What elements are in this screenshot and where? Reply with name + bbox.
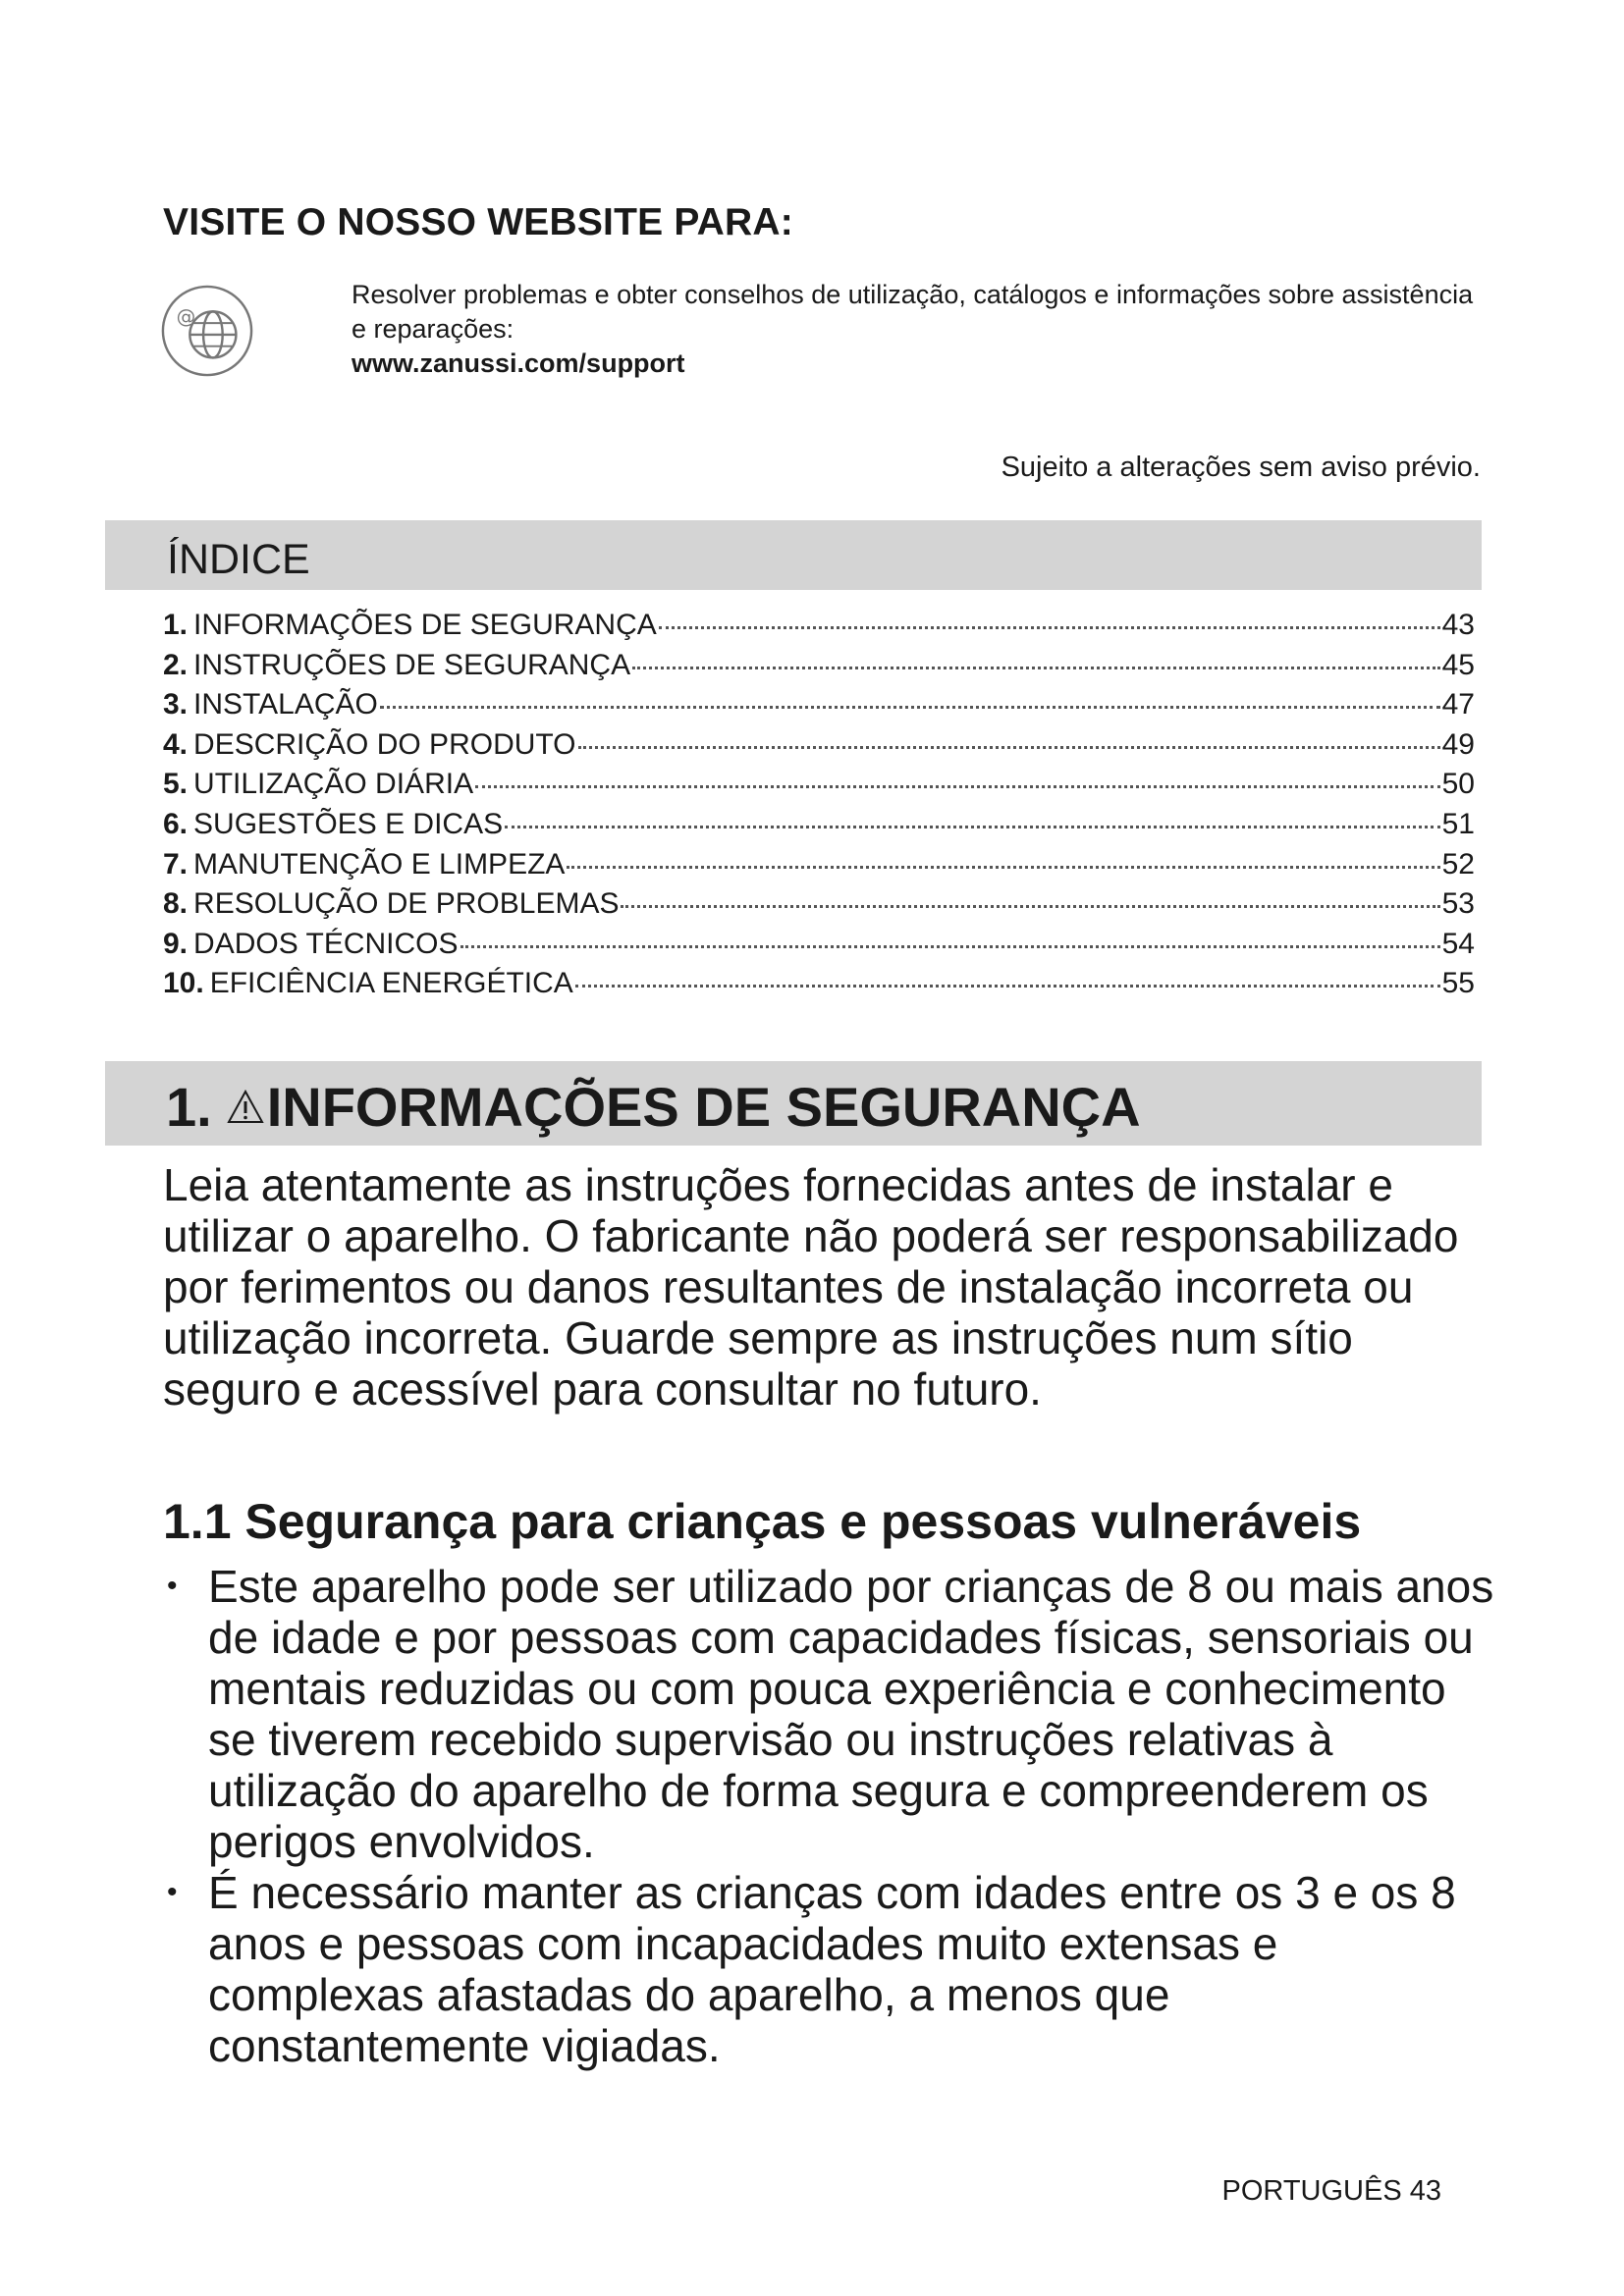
toc-leader — [621, 905, 1439, 908]
toc-label: EFICIÊNCIA ENERGÉTICA — [209, 967, 573, 1000]
support-description: Resolver problemas e obter conselhos de utilização, catálogos e informações sobre assistência e reparações: — [352, 280, 1474, 344]
toc-page: 50 — [1441, 768, 1475, 801]
toc-leader — [567, 866, 1439, 869]
toc-item[interactable] — [163, 649, 1475, 689]
toc-page: 47 — [1441, 688, 1475, 721]
toc-page: 54 — [1441, 927, 1475, 960]
toc-leader — [475, 785, 1440, 788]
toc-leader — [575, 985, 1440, 988]
svg-text:@: @ — [176, 305, 196, 329]
toc-item[interactable] — [163, 808, 1475, 848]
toc-number: 9. — [163, 927, 189, 960]
toc-number: 8. — [163, 887, 189, 921]
toc-item[interactable] — [163, 967, 1475, 1007]
visit-website-heading: VISITE O NOSSO WEBSITE PARA: — [163, 201, 793, 243]
section-1-number: 1. — [166, 1076, 212, 1138]
toc-number: 2. — [163, 648, 189, 681]
toc-page: 53 — [1441, 887, 1475, 921]
bullet-text: Este aparelho pode ser utilizado por crianças de 8 ou mais anos de idade e por pessoas com capacidades físicas, sensoriais ou mentais reduzidas ou com pouca experiência e conhecimento se tiverem recebido supervisão ou instruções relativas à utilização do aparelho de forma segura e compreenderem os perigos envolvidos. — [208, 1561, 1494, 1867]
toc-label: DADOS TÉCNICOS — [193, 927, 459, 960]
toc-item[interactable] — [163, 609, 1475, 649]
toc-item[interactable] — [163, 928, 1475, 968]
page-footer: PORTUGUÊS 43 — [1221, 2175, 1441, 2207]
toc-item[interactable] — [163, 728, 1475, 769]
toc-label: MANUTENÇÃO E LIMPEZA — [193, 847, 566, 881]
toc-leader — [659, 626, 1440, 629]
toc-number: 1. — [163, 609, 189, 641]
web-globe-icon — [159, 283, 255, 379]
toc-page: 52 — [1441, 847, 1475, 881]
section-1-intro: Leia atentamente as instruções fornecidas antes de instalar e utilizar o aparelho. O fabricante não poderá ser responsabilizado por ferimentos ou danos resultantes de instalação incorreta ou utilização incorreta. Guarde sempre as instruções num sítio seguro e acessível para consultar no futuro. — [163, 1159, 1459, 1415]
toc-label: INSTALAÇÃO — [193, 688, 378, 721]
index-title: ÍNDICE — [167, 536, 310, 583]
toc-page: 51 — [1441, 807, 1475, 840]
toc-item[interactable] — [163, 768, 1475, 808]
toc-number: 4. — [163, 727, 189, 761]
toc-number: 5. — [163, 768, 189, 801]
section-1-header-band — [105, 1061, 1482, 1146]
table-of-contents — [163, 609, 1475, 1007]
toc-label: SUGESTÕES E DICAS — [193, 807, 504, 840]
toc-number: 3. — [163, 688, 189, 721]
list-item — [163, 1561, 1498, 1867]
change-notice: Sujeito a alterações sem aviso prévio. — [1001, 452, 1481, 483]
toc-item[interactable] — [163, 688, 1475, 728]
toc-label: RESOLUÇÃO DE PROBLEMAS — [193, 887, 620, 921]
toc-label: INSTRUÇÕES DE SEGURANÇA — [193, 648, 631, 681]
toc-label: UTILIZAÇÃO DIÁRIA — [193, 768, 474, 801]
warning-triangle-icon — [226, 1088, 265, 1127]
safety-bullet-list — [163, 1561, 1498, 2071]
toc-leader — [460, 945, 1440, 948]
toc-label: DESCRIÇÃO DO PRODUTO — [193, 727, 576, 761]
toc-leader — [380, 706, 1440, 709]
section-1-title — [166, 1075, 1141, 1139]
toc-page: 43 — [1441, 609, 1475, 641]
bullet-text: É necessário manter as crianças com idades entre os 3 e os 8 anos e pessoas com incapacidades muito extensas e complexas afastadas do aparelho, a menos que constantemente vigiadas. — [208, 1867, 1456, 2071]
subsection-1-1-title: 1.1 Segurança para crianças e pessoas vulneráveis — [163, 1494, 1362, 1549]
toc-leader — [505, 826, 1440, 828]
support-url-link[interactable]: www.zanussi.com/support — [352, 348, 685, 378]
toc-page: 49 — [1441, 727, 1475, 761]
support-info — [352, 278, 1481, 381]
toc-leader — [632, 667, 1440, 669]
toc-item[interactable] — [163, 848, 1475, 888]
section-1-title-text: INFORMAÇÕES DE SEGURANÇA — [266, 1076, 1141, 1138]
toc-item[interactable] — [163, 887, 1475, 928]
toc-leader — [578, 746, 1440, 749]
list-item — [163, 1867, 1498, 2071]
toc-number: 7. — [163, 847, 189, 881]
toc-label: INFORMAÇÕES DE SEGURANÇA — [193, 609, 657, 641]
toc-page: 55 — [1441, 967, 1475, 1000]
toc-page: 45 — [1441, 648, 1475, 681]
toc-number: 10. — [163, 967, 204, 1000]
index-header-band — [105, 520, 1482, 590]
toc-number: 6. — [163, 807, 189, 840]
